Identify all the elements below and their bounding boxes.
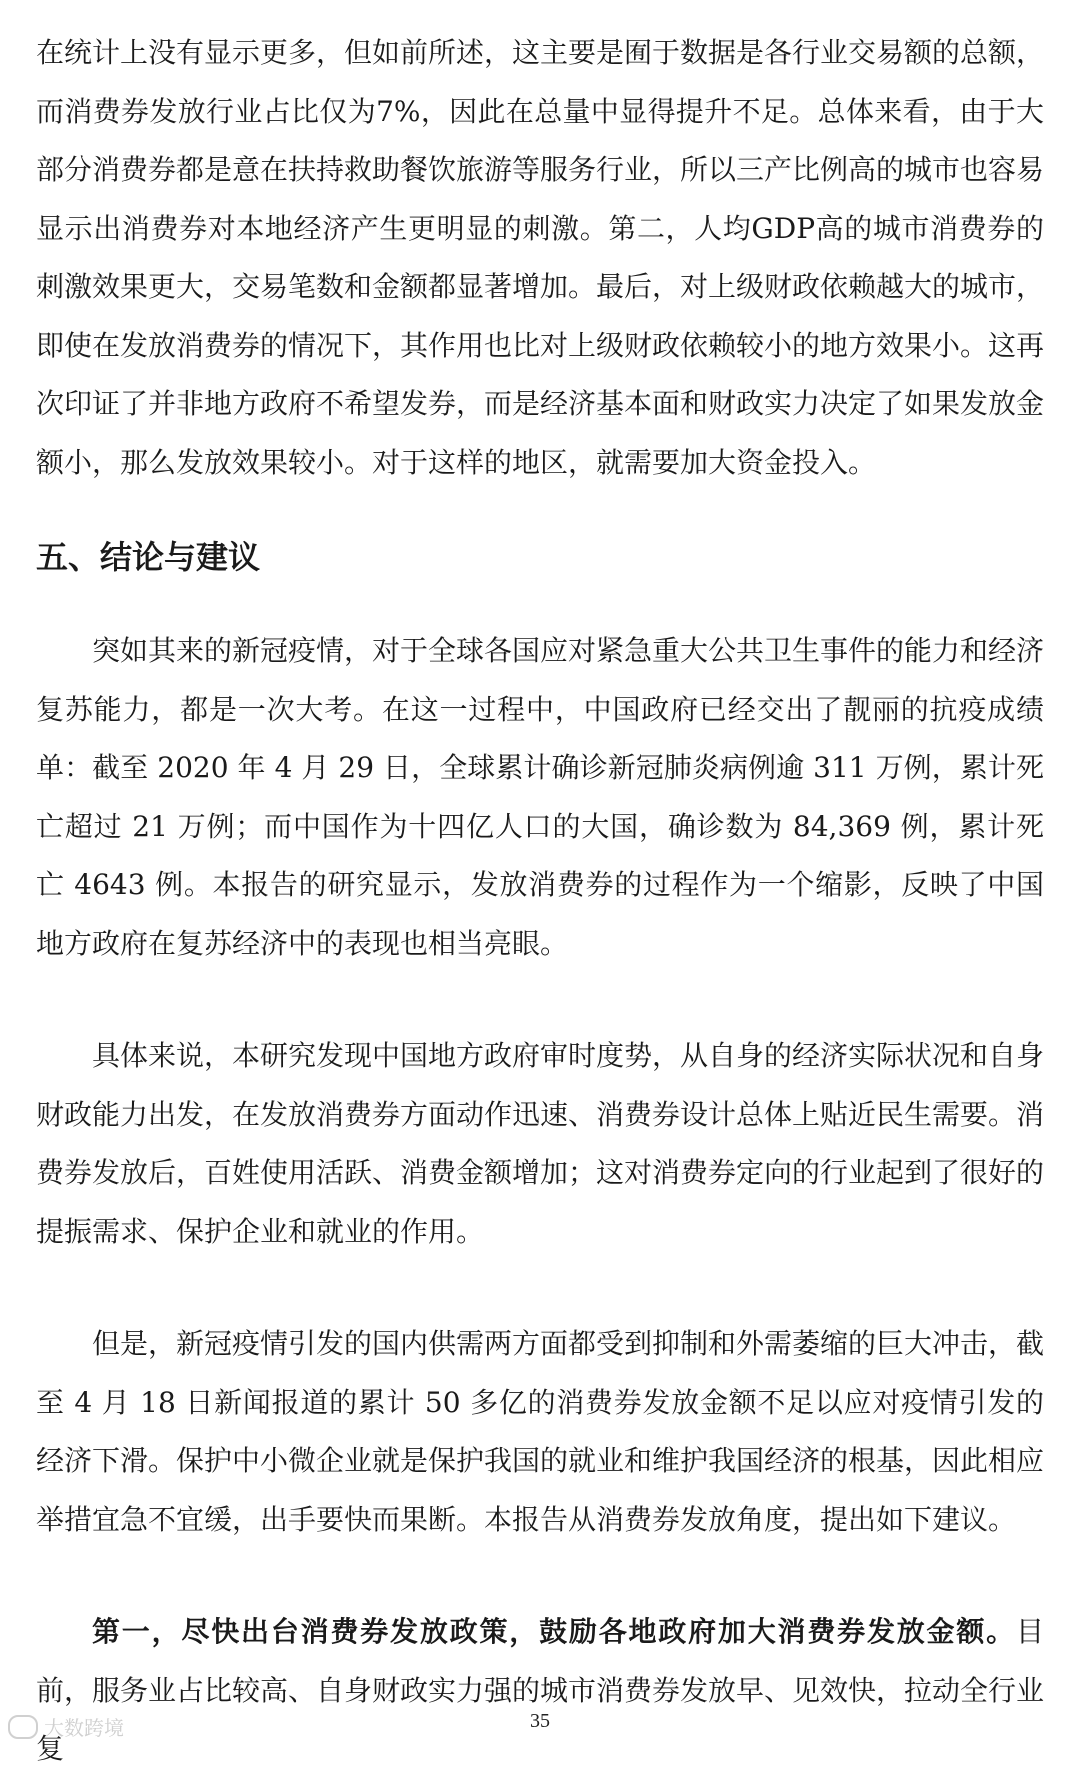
paragraph-challenges: 但是，新冠疫情引发的国内供需两方面都受到抑制和外需萎缩的巨大冲击，截至 4 月 18 日新闻报道的累计 50 多亿的消费券发放金额不足以应对疫情引发的经济下滑。保护中小微企业就是保护我国的就业和维护我国经济的根基，因此相应举措宜急不宜缓，出手要快而果断。本报告从消费券发放角度，提出如下建议。: [36, 1327, 1045, 1536]
document-page: [36, 24, 1044, 1779]
section-heading: 五、结论与建议: [36, 538, 261, 576]
recommendation-1-title: 第一，尽快出台消费券发放政策，鼓励各地政府加大消费券发放金额。: [92, 1615, 1016, 1648]
paragraph-findings: 具体来说，本研究发现中国地方政府审时度势，从自身的经济实际状况和自身财政能力出发，在发放消费券方面动作迅速、消费券设计总体上贴近民生需要。消费券发放后，百姓使用活跃、消费金额增加；这对消费券定向的行业起到了很好的提振需求、保护企业和就业的作用。: [36, 1039, 1045, 1248]
paragraph-covid-overview: 突如其来的新冠疫情，对于全球各国应对紧急重大公共卫生事件的能力和经济复苏能力，都是一次大考。在这一过程中，中国政府已经交出了靓丽的抗疫成绩单：截至 2020 年 4 月 29 日，全球累计确诊新冠肺炎病例逾 311 万例，累计死亡超过 21 万例；而中国作为十四亿人口的大国，确诊数为 84,369 例，累计死亡 4643 例。本报告的研究显示，发放消费券的过程作为一个缩影，反映了中国地方政府在复苏经济中的表现也相当亮眼。: [36, 634, 1045, 960]
recommendation-1-text: 目前，服务业占比较高、自身财政实力强的城市消费券发放早、见效快，拉动全行业复: [36, 1615, 1045, 1765]
watermark-text: 大数跨境: [44, 1716, 124, 1740]
paragraph-recommendation-1: [36, 1603, 1044, 1779]
page-number: 35: [530, 1710, 550, 1732]
paragraph-continuation: 在统计上没有显示更多，但如前所述，这主要是囿于数据是各行业交易额的总额，而消费券发放行业占比仅为7%，因此在总量中显得提升不足。总体来看，由于大部分消费券都是意在扶持救助餐饮旅游等服务行业，所以三产比例高的城市也容易显示出消费券对本地经济产生更明显的刺激。第二，人均GDP高的城市消费券的刺激效果更大，交易笔数和金额都显著增加。最后，对上级财政依赖越大的城市，即使在发放消费券的情况下，其作用也比对上级财政依赖较小的地方效果小。这再次印证了并非地方政府不希望发券，而是经济基本面和财政实力决定了如果发放金额小，那么发放效果较小。对于这样的地区，就需要加大资金投入。: [36, 36, 1045, 479]
